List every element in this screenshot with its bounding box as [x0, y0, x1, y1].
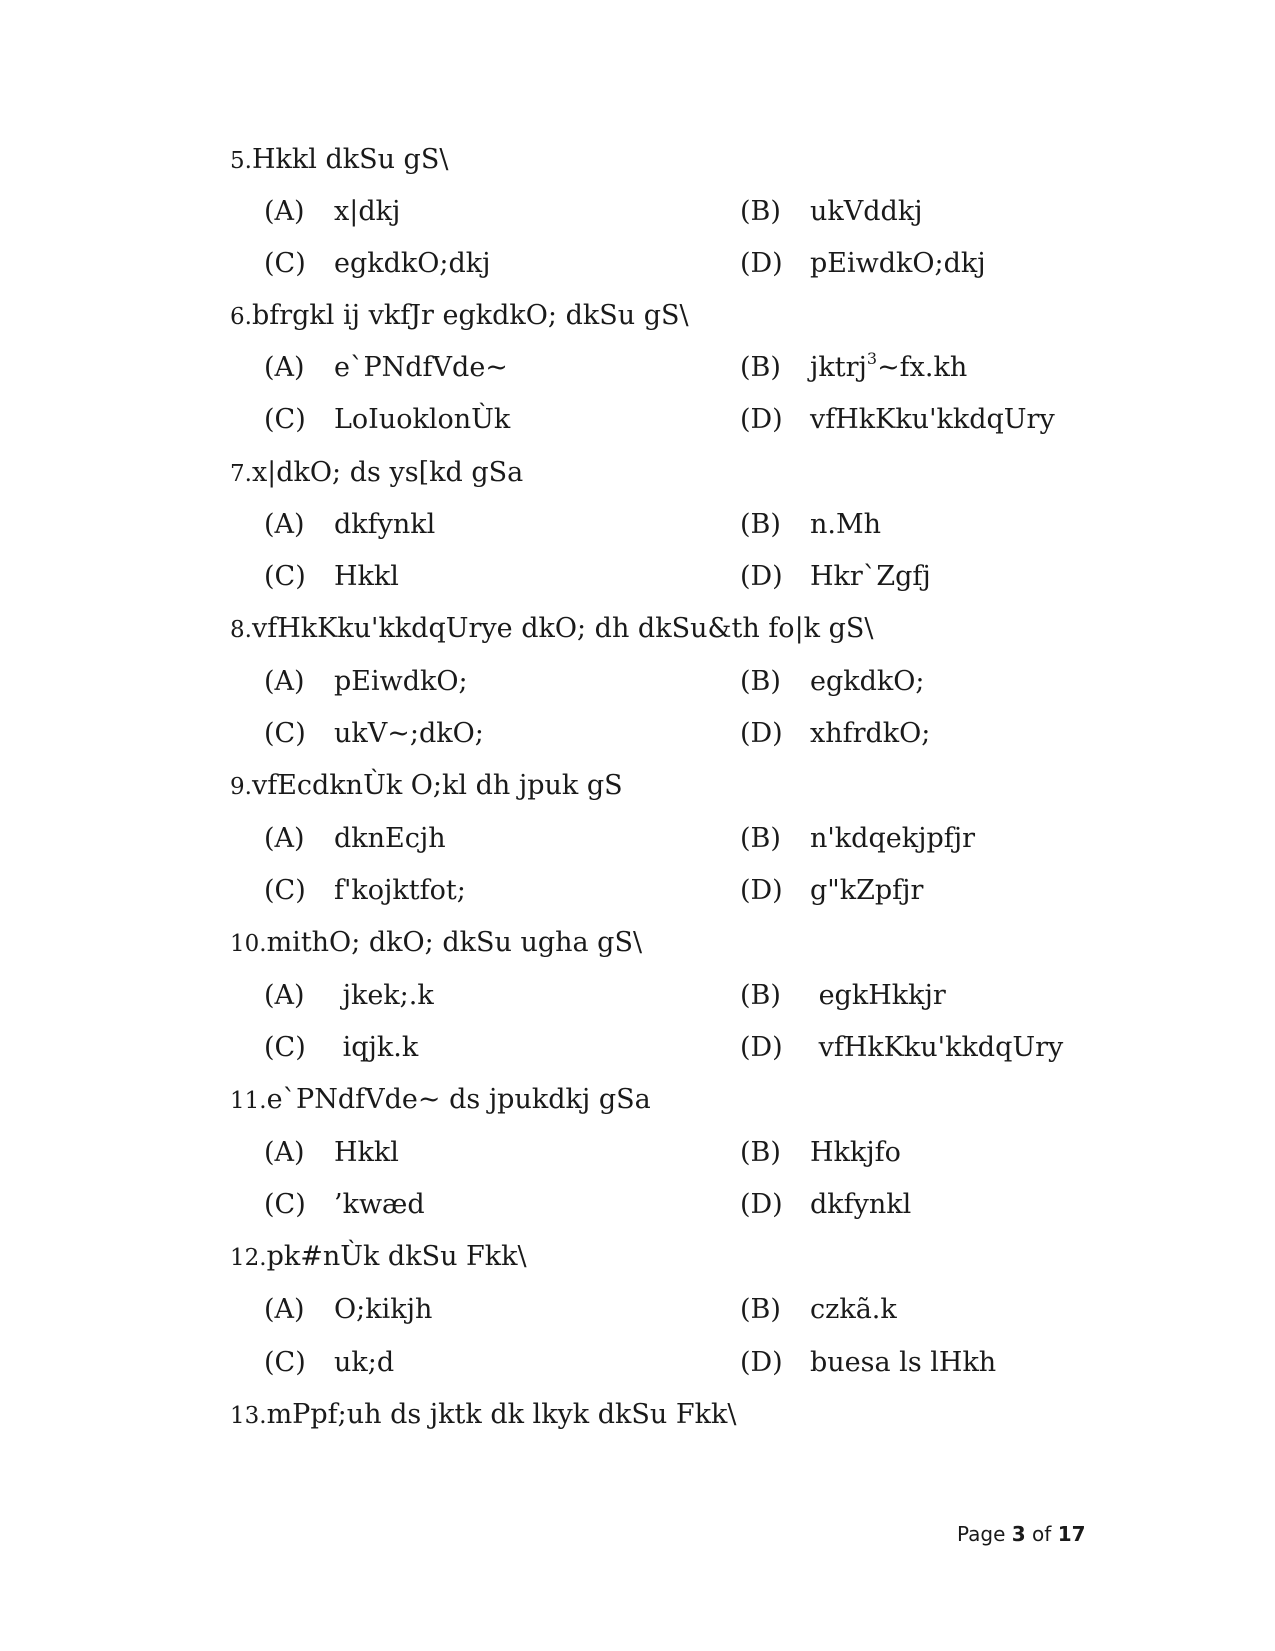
option-letter: (B)	[740, 666, 781, 697]
question-9	[230, 768, 1090, 805]
option-letter: (B)	[740, 1294, 781, 1325]
option-letter: (C)	[264, 1347, 306, 1378]
option-text-suffix: ~fx.kh	[877, 352, 968, 383]
option-text: jkek;.k	[334, 980, 434, 1011]
option-letter: (B)	[740, 980, 781, 1011]
option-letter: (B)	[740, 1137, 781, 1168]
option-letter: (C)	[264, 561, 306, 592]
option-letter: (D)	[740, 1189, 783, 1220]
question-5	[230, 142, 1090, 179]
option-superscript: 3	[866, 349, 878, 368]
option-letter: (C)	[264, 1032, 306, 1063]
option-letter: (D)	[740, 1347, 783, 1378]
option-b	[740, 1292, 897, 1328]
question-text: mithO; dkO; dkSu ugha gS\	[266, 927, 643, 958]
option-c	[264, 559, 399, 595]
question-number: 5.	[230, 148, 252, 174]
option-text: vfHkKku'kkdqUry	[810, 1032, 1064, 1063]
question-12	[230, 1239, 1090, 1276]
question-number: 13.	[230, 1403, 267, 1429]
question-text: Hkkl dkSu gS\	[251, 144, 449, 175]
question-11	[230, 1082, 1090, 1119]
option-c	[264, 1345, 394, 1381]
question-number: 9.	[230, 774, 252, 800]
option-letter: (D)	[740, 248, 783, 279]
option-text: ukV~;dkO;	[334, 718, 484, 749]
option-text: egkdkO;	[810, 666, 925, 697]
question-8	[230, 611, 1090, 648]
option-b	[740, 821, 975, 857]
option-text: Hkkl	[334, 1137, 399, 1168]
option-text: dkfynkl	[810, 1189, 912, 1220]
option-letter: (A)	[264, 509, 305, 540]
option-text: dkfynkl	[334, 509, 436, 540]
option-letter: (C)	[264, 248, 306, 279]
option-a	[264, 821, 446, 857]
option-d	[740, 246, 986, 282]
option-text: vfHkKku'kkdqUry	[810, 404, 1055, 435]
question-7	[230, 455, 1090, 492]
option-text: pEiwdkO;	[334, 666, 468, 697]
option-text: g"kZpfjr	[810, 875, 924, 906]
page-number-footer	[957, 1520, 1086, 1548]
option-letter: (A)	[264, 196, 305, 227]
option-letter: (A)	[264, 823, 305, 854]
option-d	[740, 559, 931, 595]
question-6	[230, 298, 1090, 335]
option-letter: (C)	[264, 404, 306, 435]
option-text: egkHkkjr	[810, 980, 946, 1011]
option-c	[264, 1187, 425, 1223]
option-letter: (B)	[740, 509, 781, 540]
option-b	[740, 507, 881, 543]
option-letter: (D)	[740, 561, 783, 592]
option-d	[740, 1030, 1063, 1066]
question-number: 11.	[230, 1088, 267, 1114]
option-b	[740, 978, 946, 1014]
option-text: n.Mh	[810, 509, 882, 540]
option-d	[740, 402, 1055, 438]
option-text: x|dkj	[334, 196, 401, 227]
option-d	[740, 873, 923, 909]
question-text: e`PNdfVde~ ds jpukdkj gSa	[266, 1084, 651, 1115]
option-text: e`PNdfVde~	[334, 352, 508, 383]
option-d	[740, 1345, 996, 1381]
option-b	[740, 664, 925, 700]
option-text: egkdkO;dkj	[334, 248, 491, 279]
option-a	[264, 1135, 399, 1171]
option-text: xhfrdkO;	[810, 718, 931, 749]
option-letter: (C)	[264, 1189, 306, 1220]
question-text: vfEcdknÙk O;kl dh jpuk gS	[251, 770, 623, 801]
option-c	[264, 716, 484, 752]
question-text: bfrgkl ij vkfJr egkdkO; dkSu gS\	[251, 300, 689, 331]
option-letter: (B)	[740, 823, 781, 854]
option-letter: (D)	[740, 1032, 783, 1063]
option-letter: (D)	[740, 404, 783, 435]
option-c	[264, 246, 491, 282]
question-text: vfHkKku'kkdqUrye dkO; dh dkSu&th fo|k gS\	[251, 613, 874, 644]
option-text: jktrj	[810, 352, 867, 383]
option-text: uk;d	[334, 1347, 395, 1378]
question-text: mPpf;uh ds jktk dk lkyk dkSu Fkk\	[266, 1399, 737, 1430]
option-letter: (B)	[740, 196, 781, 227]
option-letter: (A)	[264, 352, 305, 383]
option-a	[264, 507, 435, 543]
option-letter: (A)	[264, 666, 305, 697]
option-text: Hkkjfo	[810, 1137, 901, 1168]
question-number: 7.	[230, 461, 252, 487]
option-text: iqjk.k	[334, 1032, 419, 1063]
option-c	[264, 402, 510, 438]
question-number: 8.	[230, 617, 252, 643]
option-text: Hkr`Zgfj	[810, 561, 931, 592]
option-letter: (A)	[264, 1294, 305, 1325]
option-text: buesa ls lHkh	[810, 1347, 997, 1378]
option-letter: (A)	[264, 980, 305, 1011]
question-text: pk#nÙk dkSu Fkk\	[266, 1241, 527, 1272]
option-text: n'kdqekjpfjr	[810, 823, 976, 854]
option-a	[264, 350, 508, 386]
option-letter: (D)	[740, 875, 783, 906]
option-a	[264, 978, 434, 1014]
option-text: ’kwæd	[334, 1189, 425, 1220]
option-a	[264, 1292, 432, 1328]
option-text: O;kikjh	[334, 1294, 433, 1325]
option-letter: (C)	[264, 718, 306, 749]
question-13	[230, 1397, 1090, 1434]
option-letter: (B)	[740, 352, 781, 383]
question-number: 6.	[230, 304, 252, 330]
option-d	[740, 716, 930, 752]
option-text: dknEcjh	[334, 823, 446, 854]
option-text: Hkkl	[334, 561, 399, 592]
option-text: czkã.k	[810, 1294, 897, 1325]
footer-total-pages: 17	[1057, 1522, 1086, 1546]
question-10	[230, 925, 1090, 962]
option-a	[264, 194, 400, 230]
option-b	[740, 194, 923, 230]
option-text: ukVddkj	[810, 196, 923, 227]
option-letter: (C)	[264, 875, 306, 906]
footer-prefix: Page	[957, 1522, 1012, 1546]
option-d	[740, 1187, 911, 1223]
option-c	[264, 1030, 418, 1066]
option-b	[740, 350, 967, 386]
option-b	[740, 1135, 901, 1171]
question-number: 12.	[230, 1245, 267, 1271]
option-a	[264, 664, 468, 700]
option-letter: (A)	[264, 1137, 305, 1168]
question-text: x|dkO; ds ys[kd gSa	[251, 457, 524, 488]
option-text: pEiwdkO;dkj	[810, 248, 986, 279]
option-letter: (D)	[740, 718, 783, 749]
option-c	[264, 873, 466, 909]
option-text: LoIuoklonÙk	[334, 404, 511, 435]
option-text: f'kojktfot;	[334, 875, 466, 906]
footer-current-page: 3	[1011, 1522, 1026, 1546]
footer-middle: of	[1025, 1522, 1058, 1546]
question-number: 10.	[230, 931, 267, 957]
